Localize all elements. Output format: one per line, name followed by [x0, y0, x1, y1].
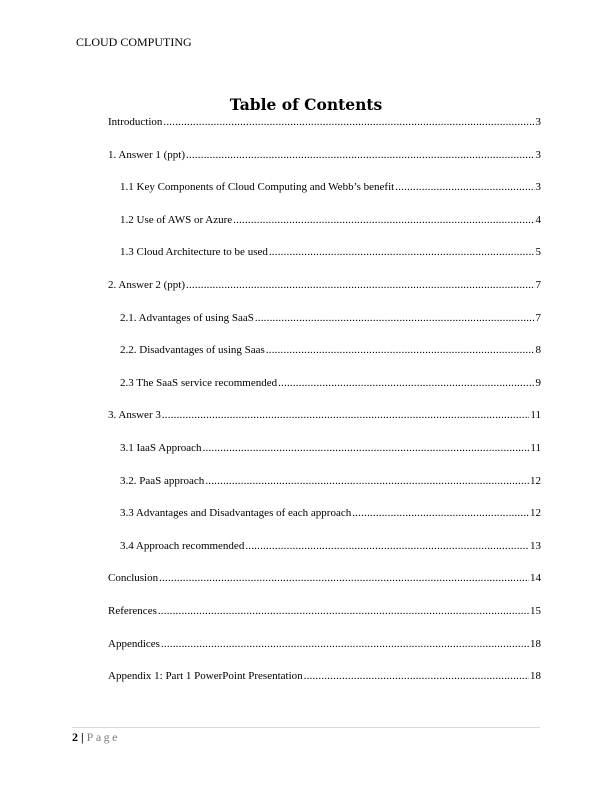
- toc-entry-2-2[interactable]: [108, 343, 541, 376]
- toc-entry-references[interactable]: [108, 604, 541, 637]
- toc-entry-page: 18: [530, 637, 541, 650]
- toc-dot-leader: [269, 245, 535, 259]
- toc-entry-page: 11: [530, 409, 541, 422]
- toc-dot-leader: [186, 148, 535, 162]
- toc-dot-leader: [163, 115, 534, 129]
- toc-entry-appendix-1[interactable]: [108, 669, 541, 702]
- toc-dot-leader: [245, 539, 529, 553]
- toc-entry-answer-2[interactable]: [108, 278, 541, 311]
- toc-entry-label: 2.2. Disadvantages of using Saas: [120, 344, 265, 357]
- toc-entry-label: 3.3 Advantages and Disadvantages of each approach: [120, 507, 352, 520]
- toc-entry-label: 2.3 The SaaS service recommended: [120, 376, 278, 389]
- toc-entry-page: 12: [530, 507, 541, 520]
- toc-entry-1-2[interactable]: [108, 213, 541, 246]
- toc-entry-page: 4: [535, 213, 541, 226]
- toc-entry-page: 3: [535, 116, 541, 128]
- toc-entry-2-1[interactable]: [108, 311, 541, 344]
- toc-entry-label: 2.1. Advantages of using SaaS: [120, 311, 254, 324]
- toc-entry-page: 15: [530, 604, 541, 617]
- page-footer: [72, 730, 120, 745]
- toc-entry-introduction[interactable]: [108, 115, 541, 148]
- toc-entry-3-1[interactable]: [108, 441, 541, 474]
- footer-divider: [72, 727, 540, 728]
- toc-dot-leader: [186, 278, 535, 292]
- toc-entry-page: 3: [535, 148, 541, 161]
- toc-entry-label: 2. Answer 2 (ppt): [108, 278, 185, 291]
- footer-page-number: 2: [72, 730, 78, 744]
- toc-dot-leader: [233, 213, 534, 227]
- toc-entry-page: 3: [535, 181, 541, 194]
- toc-entry-1-3[interactable]: [108, 245, 541, 278]
- toc-dot-leader: [203, 441, 530, 455]
- toc-entry-label: 1.1 Key Components of Cloud Computing and Webb’s benefit: [120, 181, 395, 194]
- toc-entry-page: 8: [535, 344, 541, 357]
- toc-entry-label: 3.1 IaaS Approach: [120, 441, 202, 454]
- toc-entry-label: 3.4 Approach recommended: [120, 539, 245, 552]
- toc-dot-leader: [159, 571, 529, 585]
- toc-entry-label: 1. Answer 1 (ppt): [108, 148, 185, 161]
- toc-dot-leader: [266, 343, 535, 357]
- toc-entry-page: 18: [530, 670, 541, 683]
- toc-entry-label: 1.3 Cloud Architecture to be used: [120, 246, 268, 259]
- toc-entry-label: 1.2 Use of AWS or Azure: [120, 213, 233, 226]
- toc-entry-label: Appendix 1: Part 1 PowerPoint Presentation: [108, 670, 303, 683]
- toc-entry-label: Appendices: [108, 637, 160, 650]
- footer-page-word: Page: [86, 730, 120, 744]
- toc-entry-3-4[interactable]: [108, 539, 541, 572]
- toc-entry-2-3[interactable]: [108, 376, 541, 409]
- document-header: CLOUD COMPUTING: [76, 35, 192, 49]
- table-of-contents: [108, 115, 541, 702]
- toc-entry-conclusion[interactable]: [108, 571, 541, 604]
- toc-entry-page: 11: [530, 441, 541, 454]
- toc-entry-page: 9: [535, 376, 541, 389]
- toc-dot-leader: [205, 474, 529, 488]
- toc-entry-appendices[interactable]: [108, 637, 541, 670]
- toc-entry-page: 13: [530, 539, 541, 552]
- toc-entry-page: 5: [535, 246, 541, 259]
- toc-entry-label: Conclusion: [108, 572, 159, 585]
- toc-dot-leader: [158, 604, 529, 618]
- toc-dot-leader: [304, 669, 529, 683]
- toc-dot-leader: [255, 311, 535, 325]
- toc-dot-leader: [161, 637, 529, 651]
- toc-dot-leader: [395, 180, 534, 194]
- toc-entry-3-3[interactable]: [108, 506, 541, 539]
- toc-entry-label: 3. Answer 3: [108, 409, 161, 422]
- toc-dot-leader: [352, 506, 529, 520]
- toc-entry-page: 7: [535, 278, 541, 291]
- toc-title: Table of Contents: [229, 95, 383, 114]
- toc-entry-answer-3[interactable]: [108, 408, 541, 441]
- toc-entry-label: References: [108, 604, 157, 617]
- toc-entry-page: 12: [530, 474, 541, 487]
- footer-separator: |: [81, 730, 84, 744]
- toc-entry-page: 7: [535, 311, 541, 324]
- toc-entry-answer-1[interactable]: [108, 148, 541, 181]
- toc-entry-page: 14: [530, 572, 541, 585]
- toc-entry-1-1[interactable]: [108, 180, 541, 213]
- toc-dot-leader: [278, 376, 534, 390]
- toc-entry-label: Introduction: [108, 116, 163, 128]
- toc-entry-3-2[interactable]: [108, 474, 541, 507]
- toc-entry-label: 3.2. PaaS approach: [120, 474, 205, 487]
- toc-dot-leader: [162, 408, 530, 422]
